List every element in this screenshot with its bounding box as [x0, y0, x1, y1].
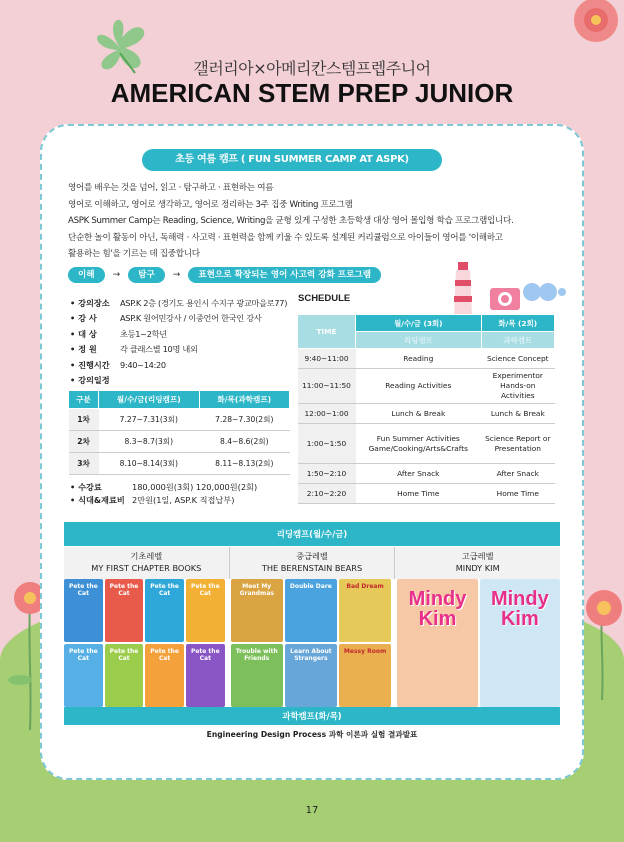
reading-levels — [64, 547, 560, 579]
schedule-time-header: TIME — [298, 315, 356, 349]
table-cell: 7.28~7.30(2회) — [199, 409, 289, 431]
table-cell: 2차 — [69, 431, 99, 453]
camp-tag: 초등 여름 캠프 ( FUN SUMMER CAMP AT ASPK) — [142, 149, 442, 171]
table-row — [298, 349, 555, 369]
page-number: 17 — [305, 805, 319, 816]
book-cover: Double Dare — [285, 579, 337, 642]
schedule-sub-header: 리딩캠프 — [356, 332, 482, 349]
level-basic — [64, 547, 230, 579]
session-table — [68, 390, 290, 475]
book-cover: Learn About Strangers — [285, 644, 337, 707]
table-cell: 8.4~8.6(2회) — [199, 431, 289, 453]
book-cover: Pete the Cat — [186, 579, 225, 642]
level-book-series: MINDY KIM — [455, 563, 500, 573]
table-cell: 9:40~11:00 — [298, 349, 356, 369]
intro-text — [68, 180, 568, 263]
table-cell: Reading Activities — [356, 369, 482, 404]
pink-flower-icon — [556, 0, 624, 60]
science-camp-bar: 과학캠프(화/목) — [64, 707, 560, 725]
info-label-time: • 진행시간 — [70, 359, 110, 370]
book-cover: Bad Dream — [339, 579, 391, 642]
table-cell: 8.11~8.13(2회) — [199, 453, 289, 475]
info-label-location: • 강의장소 — [70, 298, 110, 308]
book-cover: Trouble with Friends — [231, 644, 283, 707]
table-cell: After Snack — [481, 464, 554, 484]
table-row — [298, 424, 555, 464]
table-cell: 11:00~11:50 — [298, 369, 356, 404]
course-info — [70, 296, 295, 388]
table-cell: Lunch & Break — [481, 404, 554, 424]
book-cover: Meet My Grandmas — [231, 579, 283, 642]
intro-line-4: 단순한 놀이 활동이 아닌, 독해력 · 사고력 · 표현력을 함께 키울 수 있도록 설계된 커리큘럼으로 아이들이 영어를 '이해하고 — [68, 232, 503, 243]
table-cell: 1차 — [69, 409, 99, 431]
info-label-teacher: • 강 사 — [70, 313, 97, 324]
table-row — [298, 484, 555, 504]
table-row — [69, 409, 290, 431]
book-cover: Pete the Cat — [105, 644, 144, 707]
level-label: 고급레벨 — [461, 551, 494, 561]
lighthouse-icon — [448, 262, 478, 316]
flow-step-explore: 탐구 — [128, 267, 165, 283]
science-description: Engineering Design Process 과학 이론과 실험 결과발표 — [206, 730, 418, 739]
info-value-capacity: 각 클래스별 10명 내외 — [120, 344, 198, 355]
arrow-right-icon: → — [112, 270, 121, 280]
info-value-location: ASP.K 2층 (경기도 용인시 수지구 광교마을로77) — [120, 298, 288, 308]
flow-step-understand: 이해 — [68, 267, 105, 283]
page-subtitle: 갤러리아×아메리칸스템프렙주니어 — [193, 59, 431, 78]
info-value-target: 초등1~2학년 — [120, 328, 167, 339]
program-flow — [68, 267, 381, 283]
page-title: AMERICAN STEM PREP JUNIOR — [110, 78, 514, 108]
table-cell: Science Concept — [481, 349, 554, 369]
book-cover: Pete the Cat — [64, 579, 103, 642]
info-label-target: • 대 상 — [70, 328, 97, 339]
schedule-table — [297, 314, 555, 504]
table-cell: Experimentor Hands-on Activities — [481, 369, 554, 404]
table-cell: Lunch & Break — [356, 404, 482, 424]
book-covers — [64, 579, 560, 707]
schedule-col-header: 월/수/금 (3회) — [356, 315, 482, 332]
book-cover: Pete the Cat — [186, 644, 225, 707]
table-cell: 12:00~1:00 — [298, 404, 356, 424]
table-row — [298, 404, 555, 424]
table-cell: 2:10~2:20 — [298, 484, 356, 504]
book-cover: Pete the Cat — [145, 644, 184, 707]
table-cell: 3차 — [69, 453, 99, 475]
table-row — [69, 431, 290, 453]
table-cell: 8.10~8.14(3회) — [99, 453, 200, 475]
table-cell: Science Report or Presentation — [481, 424, 554, 464]
table-header: 화/목(과학캠프) — [199, 391, 289, 409]
table-cell: 1:00~1:50 — [298, 424, 356, 464]
intro-line-5: 활용하는 힘'을 기르는 데 집중합니다 — [68, 249, 200, 259]
book-cover: Pete the Cat — [145, 579, 184, 642]
flow-step-express: 표현으로 확장되는 영어 사고력 강화 프로그램 — [188, 267, 381, 283]
intro-line-3: ASPK Summer Camp는 Reading, Science, Writing을 균형 있게 구성한 초등학생 대상 영어 몰입형 학습 프로그램입니다. — [68, 216, 514, 226]
fee-value-meal: 2만원(1일, ASP.K 직접납부) — [132, 495, 235, 505]
level-label: 기초레벨 — [130, 551, 163, 561]
level-label: 중급레벨 — [296, 551, 328, 561]
book-cover: Pete the Cat — [64, 644, 103, 707]
table-cell: Fun Summer Activities Game/Cooking/Arts&Crafts — [356, 424, 482, 464]
table-cell: After Snack — [356, 464, 482, 484]
intro-line-1: 영어를 배우는 것을 넘어, 읽고 · 탐구하고 · 표현하는 여름 — [68, 183, 274, 193]
arrow-right-icon: → — [172, 270, 181, 280]
reading-camp-bar: 리딩캠프(월/수/금) — [64, 522, 560, 546]
book-cover: Mindy Kim — [397, 579, 477, 707]
schedule-title: SCHEDULE — [298, 293, 351, 304]
info-label-capacity: • 정 원 — [70, 344, 97, 355]
table-cell: 1:50~2:10 — [298, 464, 356, 484]
level-book-series: MY FIRST CHAPTER BOOKS — [91, 563, 202, 573]
table-cell: 8.3~8.7(3회) — [99, 431, 200, 453]
fee-value-tuition: 180,000원(3회) 120,000원(2회) — [132, 482, 258, 492]
book-cover: Mindy Kim — [480, 579, 560, 707]
table-cell: Home Time — [356, 484, 482, 504]
schedule-sub-header: 과학캠프 — [481, 332, 554, 349]
fees-info — [70, 481, 295, 507]
table-row — [298, 464, 555, 484]
table-row — [69, 453, 290, 475]
info-value-teacher: ASP.K 원어민강사 / 이중언어 한국인 강사 — [120, 313, 262, 324]
table-row — [298, 369, 555, 404]
fee-label-meal: • 식대&재료비 — [70, 495, 125, 505]
book-group-intermediate — [231, 579, 394, 707]
book-group-advanced — [397, 579, 560, 707]
table-cell: 7.27~7.31(3회) — [99, 409, 200, 431]
level-advanced — [395, 547, 560, 579]
level-book-series: THE BERENSTAIN BEARS — [261, 563, 363, 573]
info-label-schedule: • 강의일정 — [70, 375, 110, 386]
camera-icon — [488, 280, 566, 312]
fee-label-tuition: • 수강료 — [70, 482, 102, 492]
book-cover: Messy Room — [339, 644, 391, 707]
info-value-time: 9:40~14:20 — [120, 359, 166, 370]
table-cell: Home Time — [481, 484, 554, 504]
intro-line-2: 영어로 이해하고, 영어로 생각하고, 영어로 정리하는 3주 집중 Writing 프로그램 — [68, 199, 353, 210]
table-cell: Reading — [356, 349, 482, 369]
schedule-col-header: 화/목 (2회) — [481, 315, 554, 332]
book-cover: Pete the Cat — [105, 579, 144, 642]
table-header: 월/수/금(리딩캠프) — [99, 391, 200, 409]
book-group-basic — [64, 579, 227, 707]
table-header: 구분 — [69, 391, 99, 409]
flower-stem-right-icon — [580, 580, 624, 700]
level-intermediate — [230, 547, 396, 579]
